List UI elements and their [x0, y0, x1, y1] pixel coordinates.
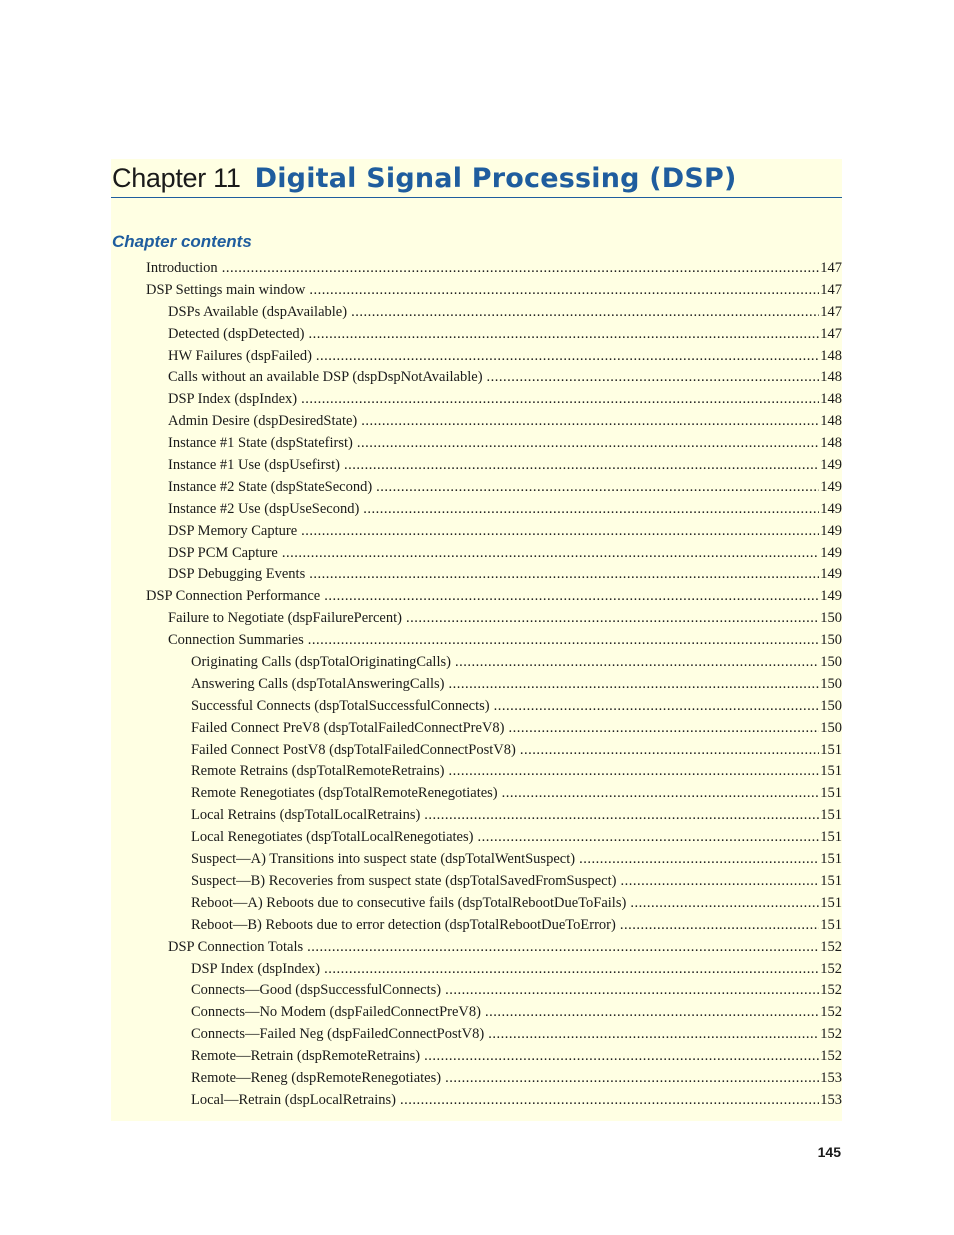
- toc-leader-dots: [485, 1002, 819, 1024]
- toc-leader-dots: [308, 630, 820, 652]
- toc-entry-page: 147: [820, 303, 842, 320]
- toc-leader-dots: [309, 564, 819, 586]
- toc-entry-page: 150: [820, 654, 842, 671]
- toc-entry-page: 150: [820, 610, 842, 627]
- toc-entry[interactable]: [146, 761, 842, 783]
- toc-entry-title: Successful Connects (dspTotalSuccessfulConnects): [191, 697, 490, 714]
- toc-leader-dots: [455, 652, 819, 674]
- toc-leader-dots: [222, 258, 820, 280]
- toc-entry-title: Instance #2 Use (dspUseSecond): [168, 500, 360, 517]
- toc-leader-dots: [363, 499, 819, 521]
- toc-entry[interactable]: [146, 324, 842, 346]
- toc-entry[interactable]: [146, 455, 842, 477]
- toc-entry-page: 152: [820, 1004, 842, 1021]
- toc-entry-page: 149: [820, 544, 842, 561]
- toc-leader-dots: [424, 805, 819, 827]
- toc-leader-dots: [630, 893, 819, 915]
- toc-entry-title: HW Failures (dspFailed): [168, 347, 312, 364]
- toc-entry-page: 147: [820, 281, 842, 298]
- toc-entry-page: 151: [820, 916, 842, 933]
- toc-entry-title: Remote Retrains (dspTotalRemoteRetrains): [191, 763, 445, 780]
- toc-entry-page: 152: [820, 1026, 842, 1043]
- toc-entry[interactable]: [146, 543, 842, 565]
- toc-leader-dots: [509, 718, 820, 740]
- toc-entry[interactable]: [146, 959, 842, 981]
- toc-entry[interactable]: [146, 805, 842, 827]
- toc-leader-dots: [488, 1024, 819, 1046]
- toc-leader-dots: [324, 586, 819, 608]
- toc-leader-dots: [494, 696, 820, 718]
- toc-entry-page: 152: [820, 1048, 842, 1065]
- toc-leader-dots: [400, 1090, 819, 1112]
- toc-entry-page: 150: [820, 632, 842, 649]
- toc-entry-title: Answering Calls (dspTotalAnsweringCalls): [191, 675, 445, 692]
- toc-leader-dots: [301, 389, 819, 411]
- toc-entry-title: Connects—No Modem (dspFailedConnectPreV8): [191, 1004, 481, 1021]
- toc-entry-page: 152: [820, 960, 842, 977]
- toc-entry[interactable]: [146, 477, 842, 499]
- toc-entry[interactable]: [146, 302, 842, 324]
- toc-entry-title: Remote—Reneg (dspRemoteRenegotiates): [191, 1069, 442, 1086]
- toc-leader-dots: [309, 280, 819, 302]
- toc-entry[interactable]: [146, 389, 842, 411]
- toc-entry-page: 149: [820, 500, 842, 517]
- toc-leader-dots: [344, 455, 819, 477]
- toc-entry-page: 150: [820, 697, 842, 714]
- toc-entry[interactable]: [146, 652, 842, 674]
- toc-entry-page: 148: [820, 391, 842, 408]
- toc-entry[interactable]: [146, 280, 842, 302]
- toc-entry-title: Connects—Failed Neg (dspFailedConnectPostV8): [191, 1026, 485, 1043]
- toc-entry-page: 151: [820, 872, 842, 889]
- toc-entry[interactable]: [146, 564, 842, 586]
- toc-entry[interactable]: [146, 980, 842, 1002]
- toc-entry-page: 149: [820, 522, 842, 539]
- toc-entry[interactable]: [146, 937, 842, 959]
- toc-entry[interactable]: [146, 411, 842, 433]
- toc-entry-page: 151: [820, 851, 842, 868]
- toc-entry-page: 147: [820, 325, 842, 342]
- toc-entry-page: 150: [820, 675, 842, 692]
- toc-entry-title: Calls without an available DSP (dspDspNotAvailable): [168, 369, 483, 386]
- toc-entry-page: 152: [820, 938, 842, 955]
- toc-entry-page: 151: [820, 829, 842, 846]
- toc-leader-dots: [316, 346, 819, 368]
- toc-entry-page: 149: [820, 457, 842, 474]
- toc-leader-dots: [424, 1046, 819, 1068]
- toc-entry[interactable]: [146, 1002, 842, 1024]
- toc-entry-title: Suspect—B) Recoveries from suspect state (dspTotalSavedFromSuspect): [191, 872, 617, 889]
- toc-entry[interactable]: [146, 608, 842, 630]
- toc-entry-title: DSP Connection Totals: [168, 938, 304, 955]
- toc-leader-dots: [620, 871, 819, 893]
- toc-entry[interactable]: [146, 258, 842, 280]
- toc-entry-title: Reboot—A) Reboots due to consecutive fails (dspTotalRebootDueToFails): [191, 894, 627, 911]
- toc-entry[interactable]: [146, 718, 842, 740]
- toc-leader-dots: [301, 521, 819, 543]
- toc-entry-page: 151: [820, 741, 842, 758]
- toc-entry-title: Local Retrains (dspTotalLocalRetrains): [191, 807, 421, 824]
- toc-leader-dots: [445, 1068, 819, 1090]
- toc-entry[interactable]: [146, 521, 842, 543]
- toc-entry-page: 148: [820, 413, 842, 430]
- toc-leader-dots: [449, 674, 820, 696]
- toc-entry-title: Failed Connect PreV8 (dspTotalFailedConnectPreV8): [191, 719, 505, 736]
- toc-entry-title: DSPs Available (dspAvailable): [168, 303, 348, 320]
- toc-entry-title: Instance #1 Use (dspUsefirst): [168, 457, 340, 474]
- toc-entry-title: DSP Debugging Events: [168, 566, 306, 583]
- toc-entry[interactable]: [146, 1068, 842, 1090]
- toc-entry-title: DSP Index (dspIndex): [191, 960, 321, 977]
- toc-entry[interactable]: [146, 630, 842, 652]
- toc-entry-page: 147: [820, 260, 842, 276]
- toc-entry-title: Originating Calls (dspTotalOriginatingCalls): [191, 654, 451, 671]
- toc-leader-dots: [308, 324, 819, 346]
- toc-entry-title: Instance #2 State (dspStateSecond): [168, 478, 373, 495]
- toc-entry-title: Connection Summaries: [168, 632, 304, 649]
- toc-entry-title: Failed Connect PostV8 (dspTotalFailedConnectPostV8): [191, 741, 516, 758]
- chapter-panel: [111, 159, 842, 1121]
- toc-leader-dots: [406, 608, 819, 630]
- toc-leader-dots: [579, 849, 819, 871]
- toc-entry[interactable]: [146, 499, 842, 521]
- toc-entry-title: Connects—Good (dspSuccessfulConnects): [191, 982, 442, 999]
- toc-entry-title: DSP Connection Performance: [146, 588, 321, 605]
- contents-heading: Chapter contents: [112, 232, 252, 251]
- toc-entry-page: 148: [820, 369, 842, 386]
- toc-entry-title: Introduction: [146, 260, 218, 276]
- toc-entry[interactable]: [146, 893, 842, 915]
- toc-entry[interactable]: [146, 586, 842, 608]
- toc-entry-title: DSP Index (dspIndex): [168, 391, 298, 408]
- toc-entry-page: 149: [820, 478, 842, 495]
- toc-entry-title: Reboot—B) Reboots due to error detection (dspTotalRebootDueToError): [191, 916, 616, 933]
- toc-entry-title: DSP Memory Capture: [168, 522, 298, 539]
- toc-leader-dots: [477, 827, 819, 849]
- toc-leader-dots: [448, 761, 819, 783]
- toc-entry-page: 151: [820, 894, 842, 911]
- toc-entry-page: 151: [820, 785, 842, 802]
- toc-entry[interactable]: [146, 915, 842, 937]
- toc-leader-dots: [445, 980, 819, 1002]
- toc-entry[interactable]: [146, 1090, 842, 1112]
- toc-entry-page: 148: [820, 435, 842, 452]
- toc-entry-page: 153: [820, 1069, 842, 1086]
- toc-entry[interactable]: [146, 783, 842, 805]
- toc-entry[interactable]: [146, 696, 842, 718]
- toc-entry-page: 149: [820, 588, 842, 605]
- toc-entry-title: Remote Renegotiates (dspTotalRemoteRenegotiates): [191, 785, 498, 802]
- toc-leader-dots: [520, 740, 819, 762]
- toc-entry[interactable]: [146, 367, 842, 389]
- toc-entry-title: Suspect—A) Transitions into suspect state (dspTotalWentSuspect): [191, 851, 576, 868]
- toc-entry-title: DSP PCM Capture: [168, 544, 278, 561]
- toc-entry-page: 153: [820, 1091, 842, 1108]
- toc-entry-title: Instance #1 State (dspStatefirst): [168, 435, 353, 452]
- toc-entry-page: 148: [820, 347, 842, 364]
- toc-leader-dots: [361, 411, 819, 433]
- table-of-contents: [146, 258, 842, 1112]
- toc-leader-dots: [307, 937, 819, 959]
- toc-leader-dots: [357, 433, 819, 455]
- toc-leader-dots: [376, 477, 819, 499]
- toc-entry-title: Admin Desire (dspDesiredState): [168, 413, 358, 430]
- toc-entry[interactable]: [146, 740, 842, 762]
- chapter-label: Chapter 11: [112, 162, 241, 193]
- toc-entry-page: 151: [820, 807, 842, 824]
- toc-entry[interactable]: [146, 1046, 842, 1068]
- toc-entry-title: Detected (dspDetected): [168, 325, 305, 342]
- toc-entry-title: Remote—Retrain (dspRemoteRetrains): [191, 1048, 421, 1065]
- toc-leader-dots: [502, 783, 820, 805]
- chapter-title: Digital Signal Processing (DSP): [254, 162, 737, 194]
- toc-entry[interactable]: [146, 1024, 842, 1046]
- toc-entry-page: 150: [820, 719, 842, 736]
- toc-entry-page: 152: [820, 982, 842, 999]
- toc-entry-page: 151: [820, 763, 842, 780]
- page-number: 145: [817, 1144, 841, 1160]
- toc-entry[interactable]: [146, 433, 842, 455]
- toc-entry[interactable]: [146, 827, 842, 849]
- toc-leader-dots: [324, 959, 819, 981]
- toc-entry-title: DSP Settings main window: [146, 281, 306, 298]
- toc-entry-page: 149: [820, 566, 842, 583]
- toc-leader-dots: [351, 302, 819, 324]
- toc-leader-dots: [620, 915, 819, 937]
- toc-leader-dots: [487, 367, 820, 389]
- toc-entry[interactable]: [146, 346, 842, 368]
- toc-entry[interactable]: [146, 849, 842, 871]
- chapter-header: [111, 159, 842, 198]
- toc-entry[interactable]: [146, 871, 842, 893]
- toc-entry-title: Local—Retrain (dspLocalRetrains): [191, 1091, 396, 1108]
- toc-entry-title: Failure to Negotiate (dspFailurePercent): [168, 610, 402, 627]
- toc-entry-title: Local Renegotiates (dspTotalLocalRenegotiates): [191, 829, 474, 846]
- toc-entry[interactable]: [146, 674, 842, 696]
- toc-leader-dots: [282, 543, 819, 565]
